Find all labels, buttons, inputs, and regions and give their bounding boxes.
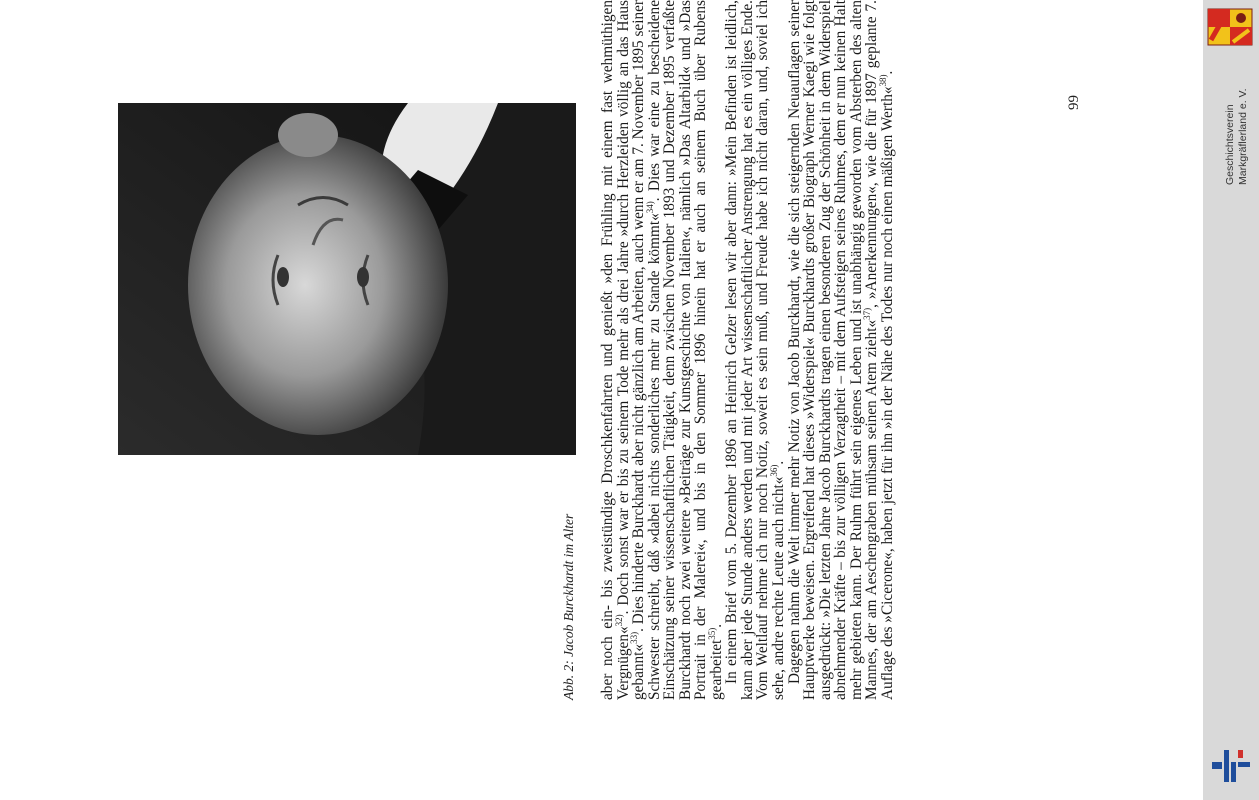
text-run: , »Anerkennungen«, wie die für 1897 geplante 7. Auflage des »Cicerone«, haben jetzt für ihn »in der Nähe des Todes nur noch einen mäßigen Werth« — [863, 0, 896, 700]
crest-icon — [1207, 8, 1253, 46]
org-label — [1224, 45, 1258, 185]
footnote-ref: 33) — [629, 631, 639, 644]
footnote-ref: 36) — [768, 464, 779, 477]
footnote-ref: 35) — [706, 627, 717, 640]
portrait-image — [118, 103, 576, 455]
text-run: . — [707, 623, 725, 628]
footnote-ref: 37) — [862, 307, 873, 320]
figure-caption: Abb. 2: Jacob Burckhardt im Alter — [561, 513, 576, 700]
paragraph-3 — [787, 0, 896, 700]
text-run: . — [878, 70, 896, 75]
org-name-line2: Markgräflerland e. V. — [1237, 88, 1249, 185]
text-run: aber noch ein- bis zweistündige Droschkenfahrten und genießt »den Frühling mit einem fast wehmüthigen Vergnügen« — [599, 0, 632, 700]
ub-freiburg-logo-icon[interactable] — [1210, 746, 1254, 786]
paragraph-1 — [600, 0, 724, 700]
text-run: . — [770, 460, 788, 465]
text-run: . Doch sonst war er bis zu seinem Tode mehr als drei Jahre »durch Herzleiden völlig an das Haus gebannt« — [614, 0, 648, 700]
text-run: . Dies war eine zu bescheidene Einschätzung seiner wissenschaftlichen Tätigkeit, denn zwischen November 1893 und Dezember 1895 verfaßte Burckhardt noch zwei weitere »Beiträge zur Kunstgeschichte von Italien«, nämlich »Das Altarbild« und »Das Portrait in der Malerei«, und bis in den Sommer 1896 hinein hat er auch an seinem Buch über Rubens gearbeitet — [645, 0, 725, 700]
text-run: . Dies hinderte Burckhardt aber nicht gänzlich am Arbeiten, auch wenn er am 7. November 1895 seiner Schwester schreibt, daß »dabei nichts sonderliches mehr zu Stande kömmt« — [630, 0, 663, 700]
paragraph-2 — [724, 0, 786, 700]
portrait-photo — [118, 103, 576, 455]
text-run: Dagegen nahm die Welt immer mehr Notiz von Jacob Burckhardt, wie die sich steigernden Neuauflagen seiner Hauptwerke beweisen. Ergreifend hat dieses »Widerspiel« Burckhardts großer Biograph Werner Kaegi wie folgt ausgedrückt: »Die letzten Jahre Jacob Burckhardts tragen einen besonderen Zug der Schönheit in dem Widerspiel abnehmender Kräfte – bis zur völligen Verzagtheit – mit dem Aufsteigen seines Ruhmes, dem er nun keinen Halt mehr gebieten kann. Der Ruhm führt sein eigenes Leben und ist unabhängig geworden vom Absterben des alten Mannes, der am Aeschengraben mühsam seinen Atem zieht« — [785, 0, 881, 700]
page-number: 99 — [1066, 95, 1082, 110]
footnote-ref: 32) — [613, 614, 624, 627]
body-text — [600, 0, 895, 700]
org-name-line1: Geschichtsverein — [1224, 104, 1236, 185]
footnote-ref: 34) — [644, 201, 655, 214]
ub-logo-graphic — [1210, 746, 1254, 786]
footnote-ref: 38) — [877, 74, 888, 87]
crest-graphic — [1207, 8, 1253, 46]
text-run: In einem Brief vom 5. Dezember 1896 an Heinrich Gelzer lesen wir aber dann: »Mein Befinden ist leidlich, kann aber jede Stunde anders werden und mit jeder Art wissenschaftlicher Anstrengung hat es ein völliges Ende. Vom Weltlauf nehme ich nur noch Notiz, soweit es sein muß, und Freude habe ich nicht daran, und, soviel ich sehe, andre rechte Leute auch nicht« — [723, 0, 788, 700]
